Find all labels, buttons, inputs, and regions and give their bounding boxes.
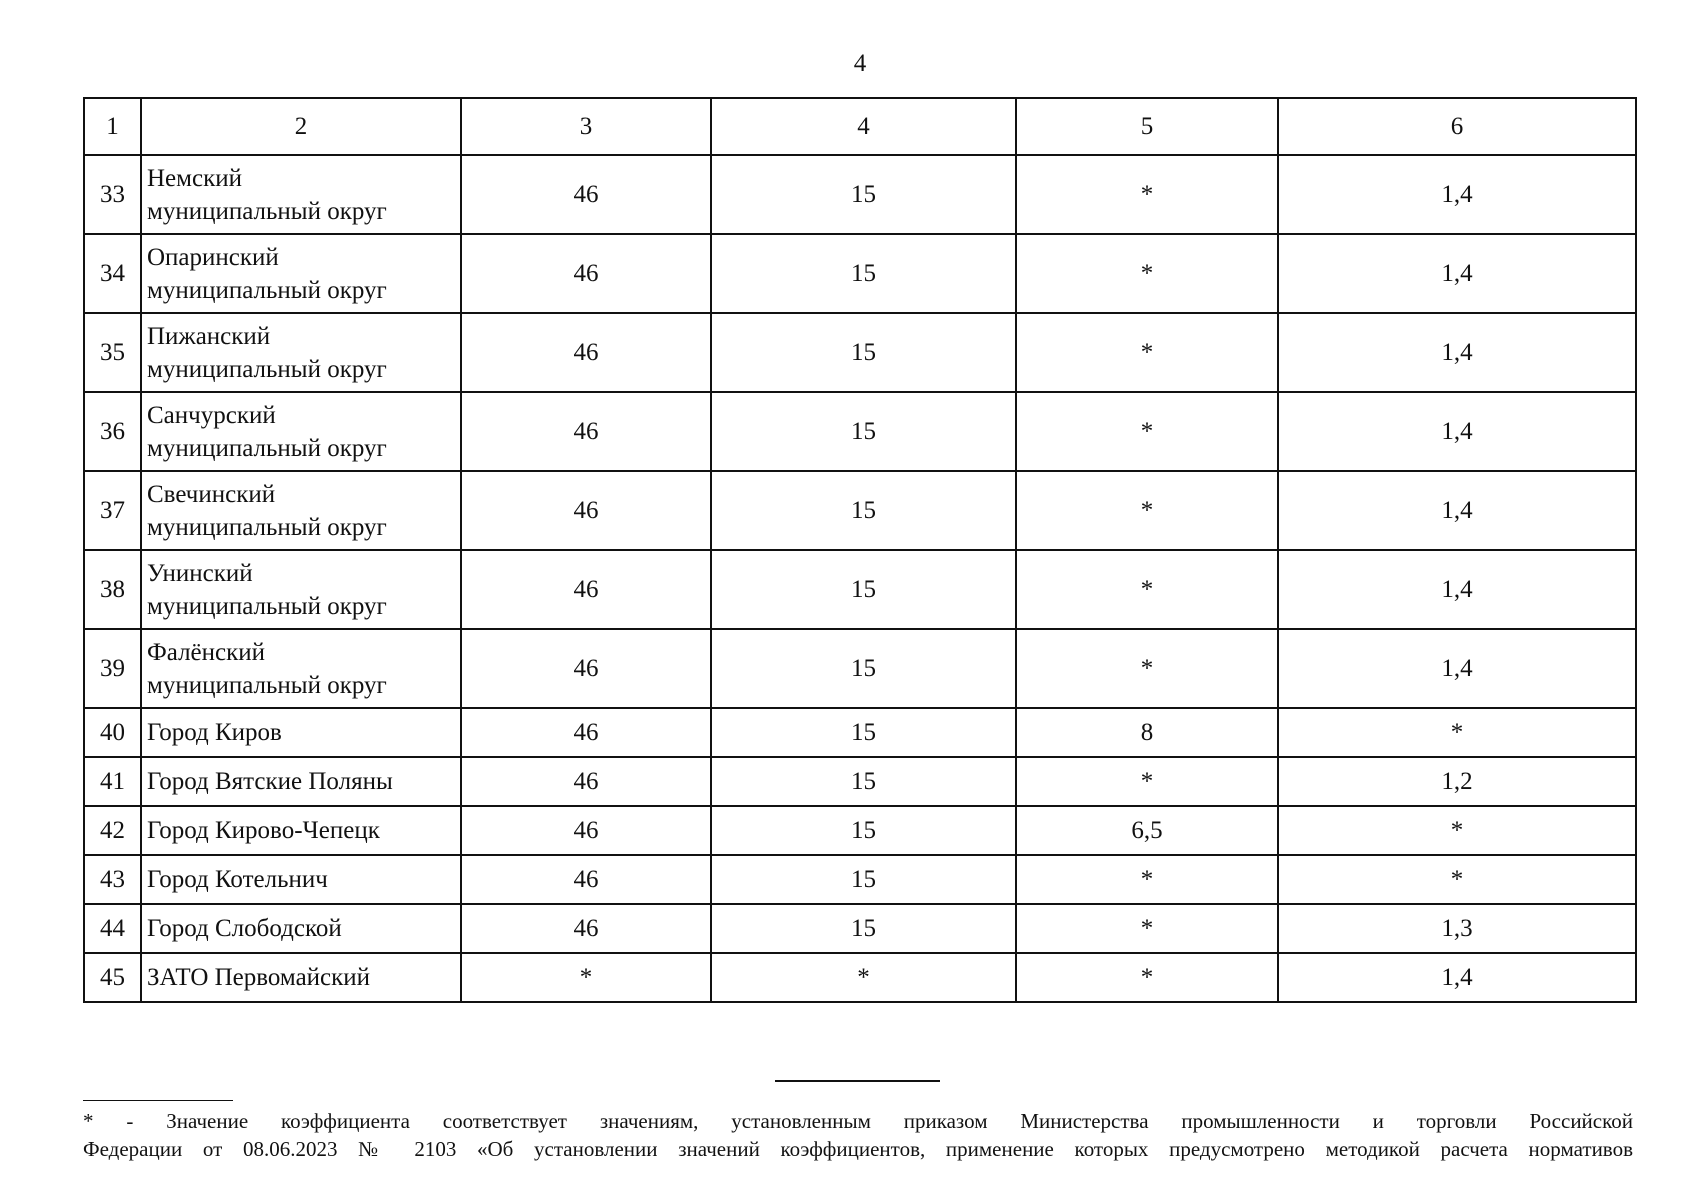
- table-row: [84, 904, 1636, 953]
- value-cell-col-4: 15: [711, 708, 1016, 757]
- row-number-cell: 36: [84, 392, 141, 471]
- table-row: [84, 757, 1636, 806]
- value-cell-col-3: 46: [461, 806, 711, 855]
- table-row: [84, 155, 1636, 234]
- row-number-cell: 33: [84, 155, 141, 234]
- row-number-cell: 45: [84, 953, 141, 1002]
- table-row: [84, 629, 1636, 708]
- value-cell-col-3: 46: [461, 855, 711, 904]
- municipality-name-cell: [141, 904, 461, 953]
- municipality-name-line: Унинский: [147, 559, 253, 587]
- header-cell-5: 5: [1016, 98, 1278, 155]
- value-cell-col-5: *: [1016, 392, 1278, 471]
- row-number-cell: 40: [84, 708, 141, 757]
- value-cell-col-4: 15: [711, 806, 1016, 855]
- value-cell-col-3: 46: [461, 757, 711, 806]
- municipality-name-line: Город Слободской: [147, 915, 342, 942]
- municipality-name-cell: [141, 806, 461, 855]
- table-row: [84, 806, 1636, 855]
- municipality-name-cell: [141, 953, 461, 1002]
- municipality-name-line: Свечинский: [147, 480, 276, 508]
- value-cell-col-6: 1,3: [1278, 904, 1636, 953]
- value-cell-col-4: 15: [711, 629, 1016, 708]
- value-cell-col-5: 6,5: [1016, 806, 1278, 855]
- table-header-row: [84, 98, 1636, 155]
- municipality-name-line: Опаринский: [147, 243, 279, 271]
- value-cell-col-4: 15: [711, 155, 1016, 234]
- value-cell-col-3: 46: [461, 471, 711, 550]
- value-cell-col-4: 15: [711, 313, 1016, 392]
- row-number-cell: 38: [84, 550, 141, 629]
- row-number-cell: 43: [84, 855, 141, 904]
- value-cell-col-5: *: [1016, 855, 1278, 904]
- value-cell-col-4: 15: [711, 904, 1016, 953]
- municipality-name-line: муниципальный округ: [147, 276, 387, 304]
- table-row: [84, 313, 1636, 392]
- table-row: [84, 708, 1636, 757]
- value-cell-col-4: 15: [711, 471, 1016, 550]
- municipality-name-line: Пижанский: [147, 322, 271, 350]
- value-cell-col-6: 1,4: [1278, 313, 1636, 392]
- value-cell-col-5: *: [1016, 471, 1278, 550]
- municipality-name-line: Санчурский: [147, 401, 276, 429]
- municipality-name-line: Немский: [147, 164, 242, 192]
- municipality-name-cell: [141, 550, 461, 629]
- value-cell-col-6: *: [1278, 708, 1636, 757]
- municipality-name-cell: [141, 708, 461, 757]
- municipality-name-cell: [141, 757, 461, 806]
- row-number-cell: 34: [84, 234, 141, 313]
- value-cell-col-6: *: [1278, 806, 1636, 855]
- header-cell-3: 3: [461, 98, 711, 155]
- value-cell-col-6: 1,4: [1278, 953, 1636, 1002]
- value-cell-col-5: *: [1016, 313, 1278, 392]
- value-cell-col-4: 15: [711, 550, 1016, 629]
- value-cell-col-6: 1,4: [1278, 392, 1636, 471]
- table-row: [84, 550, 1636, 629]
- value-cell-col-4: 15: [711, 757, 1016, 806]
- municipality-name-line: Фалёнский: [147, 638, 266, 666]
- value-cell-col-5: *: [1016, 629, 1278, 708]
- header-cell-1: 1: [84, 98, 141, 155]
- table-row: [84, 392, 1636, 471]
- row-number-cell: 39: [84, 629, 141, 708]
- header-cell-4: 4: [711, 98, 1016, 155]
- header-cell-2: 2: [141, 98, 461, 155]
- value-cell-col-5: *: [1016, 550, 1278, 629]
- value-cell-col-3: 46: [461, 313, 711, 392]
- value-cell-col-4: *: [711, 953, 1016, 1002]
- value-cell-col-3: 46: [461, 550, 711, 629]
- value-cell-col-6: *: [1278, 855, 1636, 904]
- municipality-name-line: муниципальный округ: [147, 434, 387, 462]
- table-row: [84, 234, 1636, 313]
- value-cell-col-3: 46: [461, 155, 711, 234]
- value-cell-col-5: *: [1016, 234, 1278, 313]
- value-cell-col-6: 1,4: [1278, 550, 1636, 629]
- coefficients-table: [83, 97, 1637, 1003]
- value-cell-col-5: *: [1016, 953, 1278, 1002]
- value-cell-col-5: 8: [1016, 708, 1278, 757]
- page-number: 4: [853, 50, 867, 77]
- value-cell-col-6: 1,4: [1278, 155, 1636, 234]
- row-number-cell: 42: [84, 806, 141, 855]
- footnote-line-2: Федерации от 08.06.2023 № 2103 «Об установлении значений коэффициентов, применение которых предусмотрено методикой расчета нормативов: [83, 1137, 1633, 1161]
- value-cell-col-5: *: [1016, 155, 1278, 234]
- municipality-name-line: муниципальный округ: [147, 592, 387, 620]
- header-cell-6: 6: [1278, 98, 1636, 155]
- value-cell-col-3: 46: [461, 234, 711, 313]
- municipality-name-line: муниципальный округ: [147, 197, 387, 225]
- row-number-cell: 35: [84, 313, 141, 392]
- municipality-name-line: Город Котельнич: [147, 866, 328, 893]
- value-cell-col-3: 46: [461, 708, 711, 757]
- municipality-name-cell: [141, 313, 461, 392]
- municipality-name-line: муниципальный округ: [147, 355, 387, 383]
- footnote-short-separator: [83, 1100, 233, 1101]
- value-cell-col-6: 1,4: [1278, 471, 1636, 550]
- value-cell-col-4: 15: [711, 392, 1016, 471]
- table-row: [84, 953, 1636, 1002]
- table-row: [84, 471, 1636, 550]
- municipality-name-line: ЗАТО Первомайский: [147, 964, 371, 991]
- municipality-name-line: муниципальный округ: [147, 671, 387, 699]
- value-cell-col-6: 1,4: [1278, 629, 1636, 708]
- footnote-separator: [775, 1080, 940, 1082]
- footnote: [83, 1107, 1633, 1163]
- footnote-line-1: * - Значение коэффициента соответствует значениям, установленным приказом Министерства промышленности и торговли Российской: [83, 1109, 1633, 1133]
- municipality-name-cell: [141, 234, 461, 313]
- value-cell-col-3: *: [461, 953, 711, 1002]
- municipality-name-line: муниципальный округ: [147, 513, 387, 541]
- value-cell-col-6: 1,2: [1278, 757, 1636, 806]
- row-number-cell: 44: [84, 904, 141, 953]
- value-cell-col-3: 46: [461, 904, 711, 953]
- municipality-name-cell: [141, 855, 461, 904]
- value-cell-col-5: *: [1016, 757, 1278, 806]
- municipality-name-cell: [141, 629, 461, 708]
- value-cell-col-4: 15: [711, 234, 1016, 313]
- value-cell-col-4: 15: [711, 855, 1016, 904]
- value-cell-col-3: 46: [461, 629, 711, 708]
- municipality-name-cell: [141, 155, 461, 234]
- municipality-name-cell: [141, 471, 461, 550]
- value-cell-col-5: *: [1016, 904, 1278, 953]
- municipality-name-cell: [141, 392, 461, 471]
- value-cell-col-6: 1,4: [1278, 234, 1636, 313]
- municipality-name-line: Город Киров: [147, 719, 282, 746]
- value-cell-col-3: 46: [461, 392, 711, 471]
- municipality-name-line: Город Вятские Поляны: [147, 768, 393, 795]
- row-number-cell: 37: [84, 471, 141, 550]
- row-number-cell: 41: [84, 757, 141, 806]
- municipality-name-line: Город Кирово-Чепецк: [147, 817, 380, 844]
- table-row: [84, 855, 1636, 904]
